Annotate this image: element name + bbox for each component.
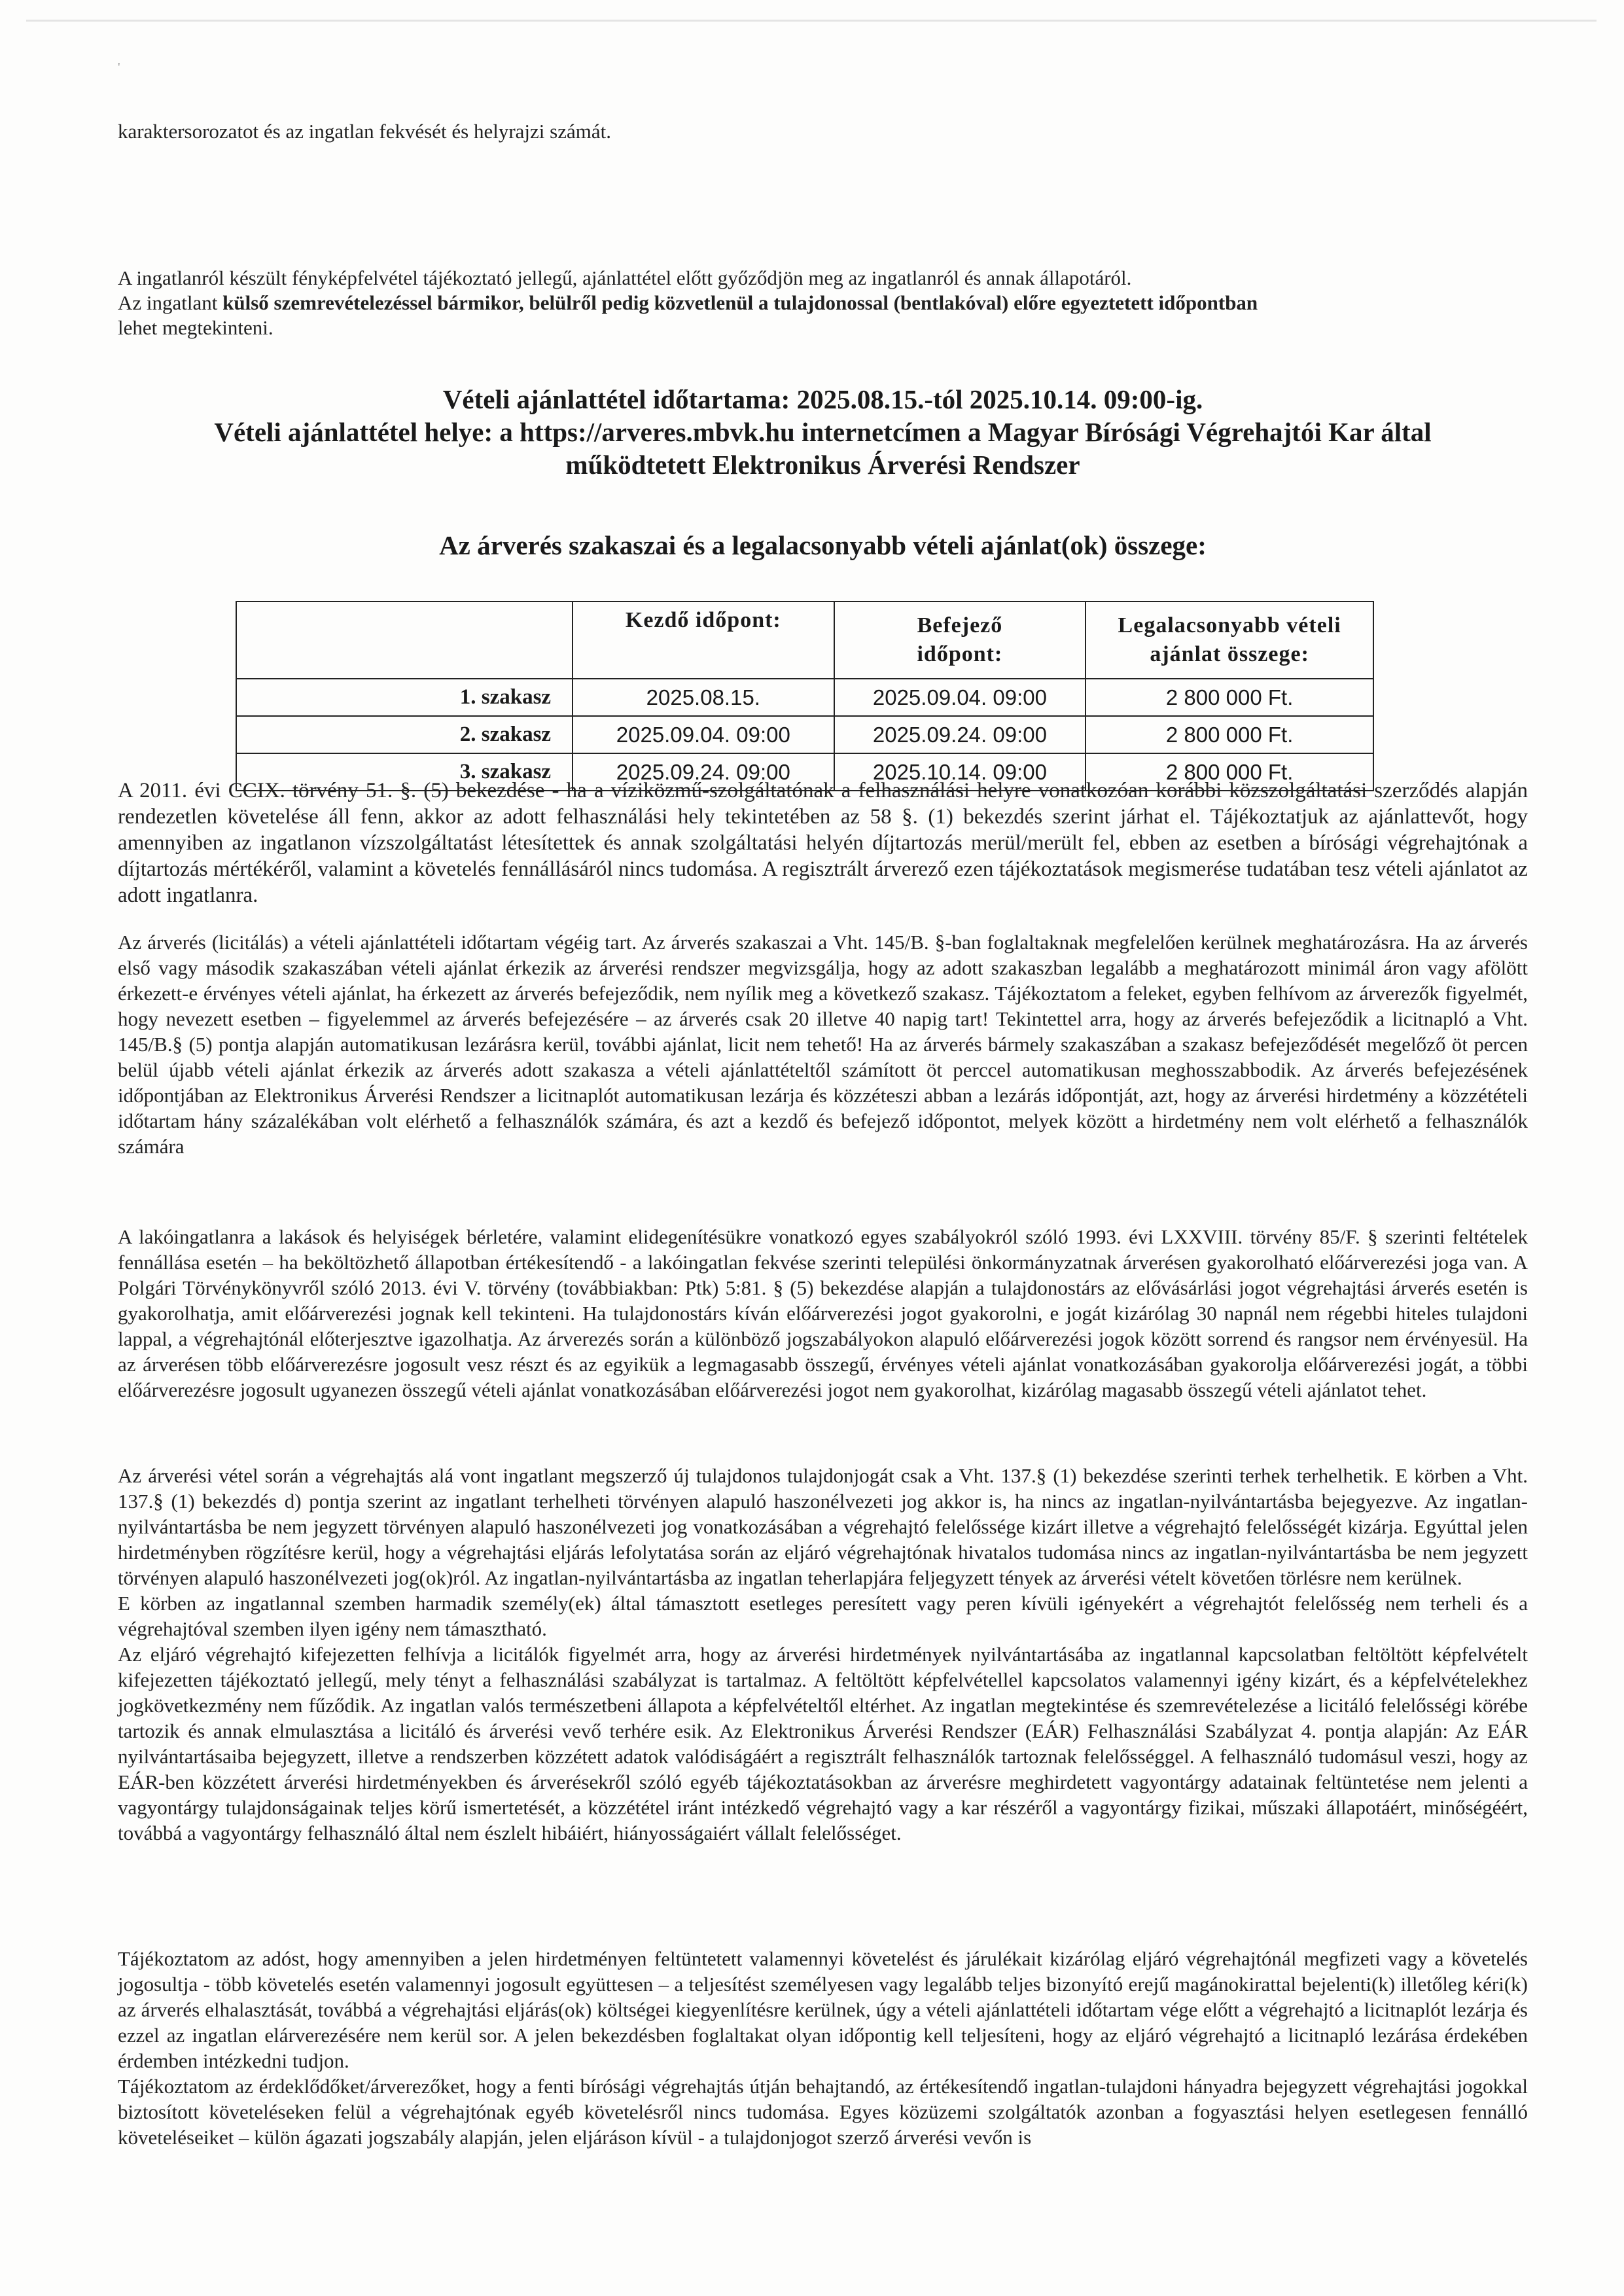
stage-min-bid: 2 800 000 Ft. bbox=[1086, 753, 1373, 791]
viewing-info-line3: lehet megtekinteni. bbox=[118, 316, 274, 339]
viewing-info-line1: A ingatlanról készült fényképfelvétel tájékoztató jellegű, ajánlattétel előtt győződjön meg az ingatlanról és annak állapotáról. bbox=[118, 266, 1132, 289]
ownership-transfer-section bbox=[118, 1463, 1528, 1846]
table-header-start: Kezdő időpont: bbox=[573, 601, 834, 679]
debtor-notice-section bbox=[118, 1946, 1528, 2150]
creditor-claims-paragraph: Tájékoztatom az érdeklődőket/árverezőket, hogy a fenti bírósági végrehajtás útján behajtandó, az értékesítendő ingatlan-tulajdoni hányadra bejegyzett végrehajtási jogokkal biztosított követeléseken felül a végrehajtónak egyéb követelésről nincs tudomása. Egyes közüzemi szolgáltatók azonban a fogyasztási helyen esetlegesen fennálló követeléseiket – külön ágazati jogszabály alapján, jelen eljáráson kívül - a tulajdonjogot szerző árverési vevőn is bbox=[118, 2075, 1528, 2149]
stage-end: 2025.09.24. 09:00 bbox=[834, 716, 1086, 753]
auction-rules-paragraph: Az árverés (licitálás) a vételi ajánlattételi időtartam végéig tart. Az árverés szakaszai a Vht. 145/B. §-ban foglaltaknak megfelelően kerülnek meghatározásra. Ha az árverés első vagy második szakaszában vételi ajánlat érkezik az árverési rendszer megvizsgálja, hogy az adott szakaszban legalább a meghatározott minimál áron vagy afölött érkezett-e érvényes vételi ajánlat, ha érkezett az árverés befejeződik, nem nyílik meg a következő szakasz. Tájékoztatom a feleket, egyben felhívom az árverezők figyelmét, hogy nevezett esetben – figyelemmel az árverés befejezésére – az árverés csak 20 illetve 40 napig tart! Tekintettel arra, hogy az árverés befejeződik a licitnapló a Vht. 145/B.§ (5) pontja alapján automatikusan lezárásra kerül, további ajánlat, licit nem tehető! Ha az árverés bármely szakaszában a szakasz befejeződését megelőző öt percen belül újabb vételi ajánlat érkezik az árverés adott szakasza a vételi ajánlattételtől számított öt perccel automatikusan meghosszabbodik. Az árverés befejezésének időpontjában az Elektronikus Árverési Rendszer a licitnaplót automatikusan lezárja és közzéteszi abban a lezárás időpontját, azt, hogy az árverési hirdetmény a közzétételi időtartam hány százalékában volt elérhető a felhasználók számára, és azt a kezdő és befejező időpontot, melyek között a hirdetmény nem volt elérhető a felhasználók számára bbox=[118, 931, 1528, 1158]
table-header-row bbox=[236, 601, 1373, 679]
photo-disclaimer-paragraph: Az eljáró végrehajtó kifejezetten felhívja a licitálók figyelmét arra, hogy az árverési hirdetmények nyilvántartásába az ingatlannal kapcsolatban feltöltött képfelvételt kifejezetten tájékoztató jellegű, mely tényt a felhasználási szabályzat is tartalmaz. A feltöltött képfelvétellel kapcsolatos valamennyi igény kizárt, és a képfelvételekhez jogkövetkezmény nem fűződik. Az ingatlan valós természetbeni állapota a képfelvételtől eltérhet. Az ingatlan megtekintése és szemrevételezése a licitáló felelősségi körébe tartozik és annak elmulasztása a licitáló és árverési vevő terhére esik. Az Elektronikus Árverési Rendszer (EÁR) Felhasználási Szabályzat 4. pontja alapján: Az EÁR nyilvántartásaiba bejegyzett, illetve a rendszerben közzétett adatok valódiságáért a regisztrált felhasználók tartoznak felelősséggel. A felhasználó tudomásul veszi, hogy az EÁR-ben közzétett árverési hirdetményekben és árverésekről szóló egyéb tájékoztatásokban az árverésre meghirdetett vagyontárgy adatainak feltüntetése nem jelenti a vagyontárgy tulajdonságainak teljes körű ismertetését, a közzététel iránt intézkedő végrehajtó vagy a kar részéről a vagyontárgy fizikai, műszaki állapotáért, minőségéért, továbbá a vagyontárgy felhasználó által nem észlelt hibáiért, hiányosságaiért vállalt felelősséget. bbox=[118, 1643, 1528, 1844]
third-party-claims-paragraph: E körben az ingatlannal szemben harmadik személy(ek) által támasztott esetleges peresített vagy peren kívüli igényekért a végrehajtót felelősség nem terheli és a végrehajtóval szemben ilyen igény nem támasztható. bbox=[118, 1592, 1528, 1640]
table-header-min-bid: Legalacsonyabb vételi ajánlat összege: bbox=[1086, 601, 1373, 679]
debtor-notice-paragraph: Tájékoztatom az adóst, hogy amennyiben a jelen hirdetményen feltüntetett valamennyi követelést és járulékait kizárólag eljáró végrehajtónál megfizeti vagy a követelés jogosultja - több követelés esetén valamennyi jogosult együttesen – a teljesítést személyesen vagy legalább teljes bizonyító erejű magánokirattal bejelenti(k) illetőleg kéri(k) az árverés elhalasztását, továbbá a végrehajtási eljárás(ok) költségei kiegyenlítésre kerülnek, úgy a vételi ajánlattételi időtartam vége előtt a végrehajtó a licitnaplót lezárja és ezzel az ingatlan elárverezésére nem kerül sor. A jelen bekezdésben foglaltakat olyan időpontig kell teljesíteni, hogy az eljáró végrehajtó a licitnapló lezárása érdekében érdemben intézkedni tudjon. bbox=[118, 1947, 1528, 2072]
bidding-place: Vételi ajánlattétel helye: a https://arveres.mbvk.hu internetcímen a Magyar Bírósági Végrehajtói Kar által működtetett Elektronikus Árverési Rendszer bbox=[214, 417, 1432, 480]
water-utility-paragraph: A 2011. évi CCIX. törvény 51. §. (5) bekezdése - ha a víziközmű-szolgáltatónak a felhasználási helyre vonatkozóan korábbi közszolgáltatási szerződés alapján rendezetlen követelése áll fenn, akkor az adott felhasználási hely tekintetében az 58 §. (1) bekezdés szerint járhat el. Tájékoztatjuk az ajánlattevőt, hogy amennyiben az ingatlanon vízszolgáltatást létesítettek és annak szolgáltatási helyén díjtartozás merül/merült fel, ebben az esetben a bírósági végrehajtónak a díjtartozás mértékéről, valamint a követelés fennállásáról nincs tudomása. A regisztrált árverező ezen tájékoztatások megismerése tudatában tesz vételi ajánlatot az adott ingatlanra. bbox=[118, 779, 1528, 907]
table-header-empty bbox=[236, 601, 573, 679]
stage-name: 2. szakasz bbox=[236, 716, 573, 753]
stage-start: 2025.08.15. bbox=[573, 679, 834, 716]
intro-line: karaktersorozatot és az ingatlan fekvését és helyrajzi számát. bbox=[118, 120, 611, 143]
viewing-info-bold: külső szemrevételezéssel bármikor, belülről pedig közvetlenül a tulajdonossal (bentlakóval) előre egyeztetett időpontban bbox=[222, 291, 1258, 314]
stage-end: 2025.10.14. 09:00 bbox=[834, 753, 1086, 791]
viewing-info bbox=[118, 266, 1528, 340]
stage-name: 1. szakasz bbox=[236, 679, 573, 716]
pre-emption-paragraph: A lakóingatlanra a lakások és helyiségek bérletére, valamint elidegenítésükre vonatkozó egyes szabályokról szóló 1993. évi LXXVIII. törvény 85/F. § szerinti feltételek fennállása esetén – ha beköltözhető állapotban értékesítendő - a lakóingatlan fekvése szerinti települési önkormányzatnak árverésen gyakorolható előárverezési joga van. A Polgári Törvénykönyvről szóló 2013. évi V. törvény (továbbiakban: Ptk) 5:81. § (5) bekezdése alapján a tulajdonostárs az elővásárlási jogot végrehajtási árverés esetén is gyakorolhatja, amit előárverezési jognak kell tekinteni. Ha tulajdonostárs kíván előárverezési jogot gyakorolni, e jogát kizárólag 30 napnál nem régebbi hiteles tulajdoni lappal, a végrehajtónál előterjesztve igazolhatja. Az árverezés során a különböző jogszabályokon alapuló előárverezési jogok között sorrend és rangsor nem érvényesül. Ha az árverésen több előárverezésre jogosult vesz részt és az egyikük a legmagasabb összegű, érvényes vételi ajánlat vonatkozásában gyakorolja előárverezési jogát, a többi előárverezésre jogosult ugyanezen összegű vételi ajánlat vonatkozásában előárverezési jogot nem gyakorolhat, kizárólag magasabb összegű vételi ajánlatot tehet. bbox=[118, 1225, 1528, 1401]
stage-end: 2025.09.04. 09:00 bbox=[834, 679, 1086, 716]
bidding-period: Vételi ajánlattétel időtartama: 2025.08.15.-tól 2025.10.14. 09:00-ig. bbox=[442, 384, 1203, 414]
bidding-heading bbox=[118, 383, 1528, 481]
scan-speck: ' bbox=[118, 60, 120, 75]
viewing-info-line2: Az ingatlant külső szemrevételezéssel bármikor, belülről pedig közvetlenül a tulajdonossal (bentlakóval) előre egyeztetett időpontban bbox=[118, 291, 1258, 314]
auction-stages-table bbox=[236, 601, 1374, 791]
table-header-end: Befejező időpont: bbox=[834, 601, 1086, 679]
table-row bbox=[236, 716, 1373, 753]
encumbrance-paragraph: Az árverési vétel során a végrehajtás alá vont ingatlant megszerző új tulajdonos tulajdonjogát csak a Vht. 137.§ (1) bekezdése szerinti terhek terhelhetik. E körben a Vht. 137.§ (1) bekezdés d) pontja szerint az ingatlant terhelheti törvényen alapuló haszonélvezeti jog akkor is, ha nincs az ingatlan-nyilvántartásba bejegyezve. Az ingatlan-nyilvántartásba be nem jegyzett törvényen alapuló haszonélvezeti jog vonatkozásában a végrehajtó felelőssége kizárt illetve a végrehajtó felelősségét kizárja. Egyúttal jelen hirdetményben rögzítésre kerül, hogy a végrehajtási eljárás lefolytatása során az eljáró végrehajtónak hivatalos tudomása nincs az ingatlan-nyilvántartásba be nem jegyzett törvényen alapuló haszonélvezeti jog(ok)ról. Az ingatlan-nyilvántartásba az ingatlan teherlapjára feljegyzett tények az árverési vételt követően törlésre nem kerülnek. bbox=[118, 1464, 1528, 1589]
stages-title: Az árverés szakaszai és a legalacsonyabb vételi ajánlat(ok) összege: bbox=[439, 530, 1207, 560]
stage-name: 3. szakasz bbox=[236, 753, 573, 791]
table-row bbox=[236, 679, 1373, 716]
stage-start: 2025.09.04. 09:00 bbox=[573, 716, 834, 753]
stage-min-bid: 2 800 000 Ft. bbox=[1086, 716, 1373, 753]
stage-start: 2025.09.24. 09:00 bbox=[573, 753, 834, 791]
stage-min-bid: 2 800 000 Ft. bbox=[1086, 679, 1373, 716]
scan-top-edge bbox=[26, 20, 1597, 22]
